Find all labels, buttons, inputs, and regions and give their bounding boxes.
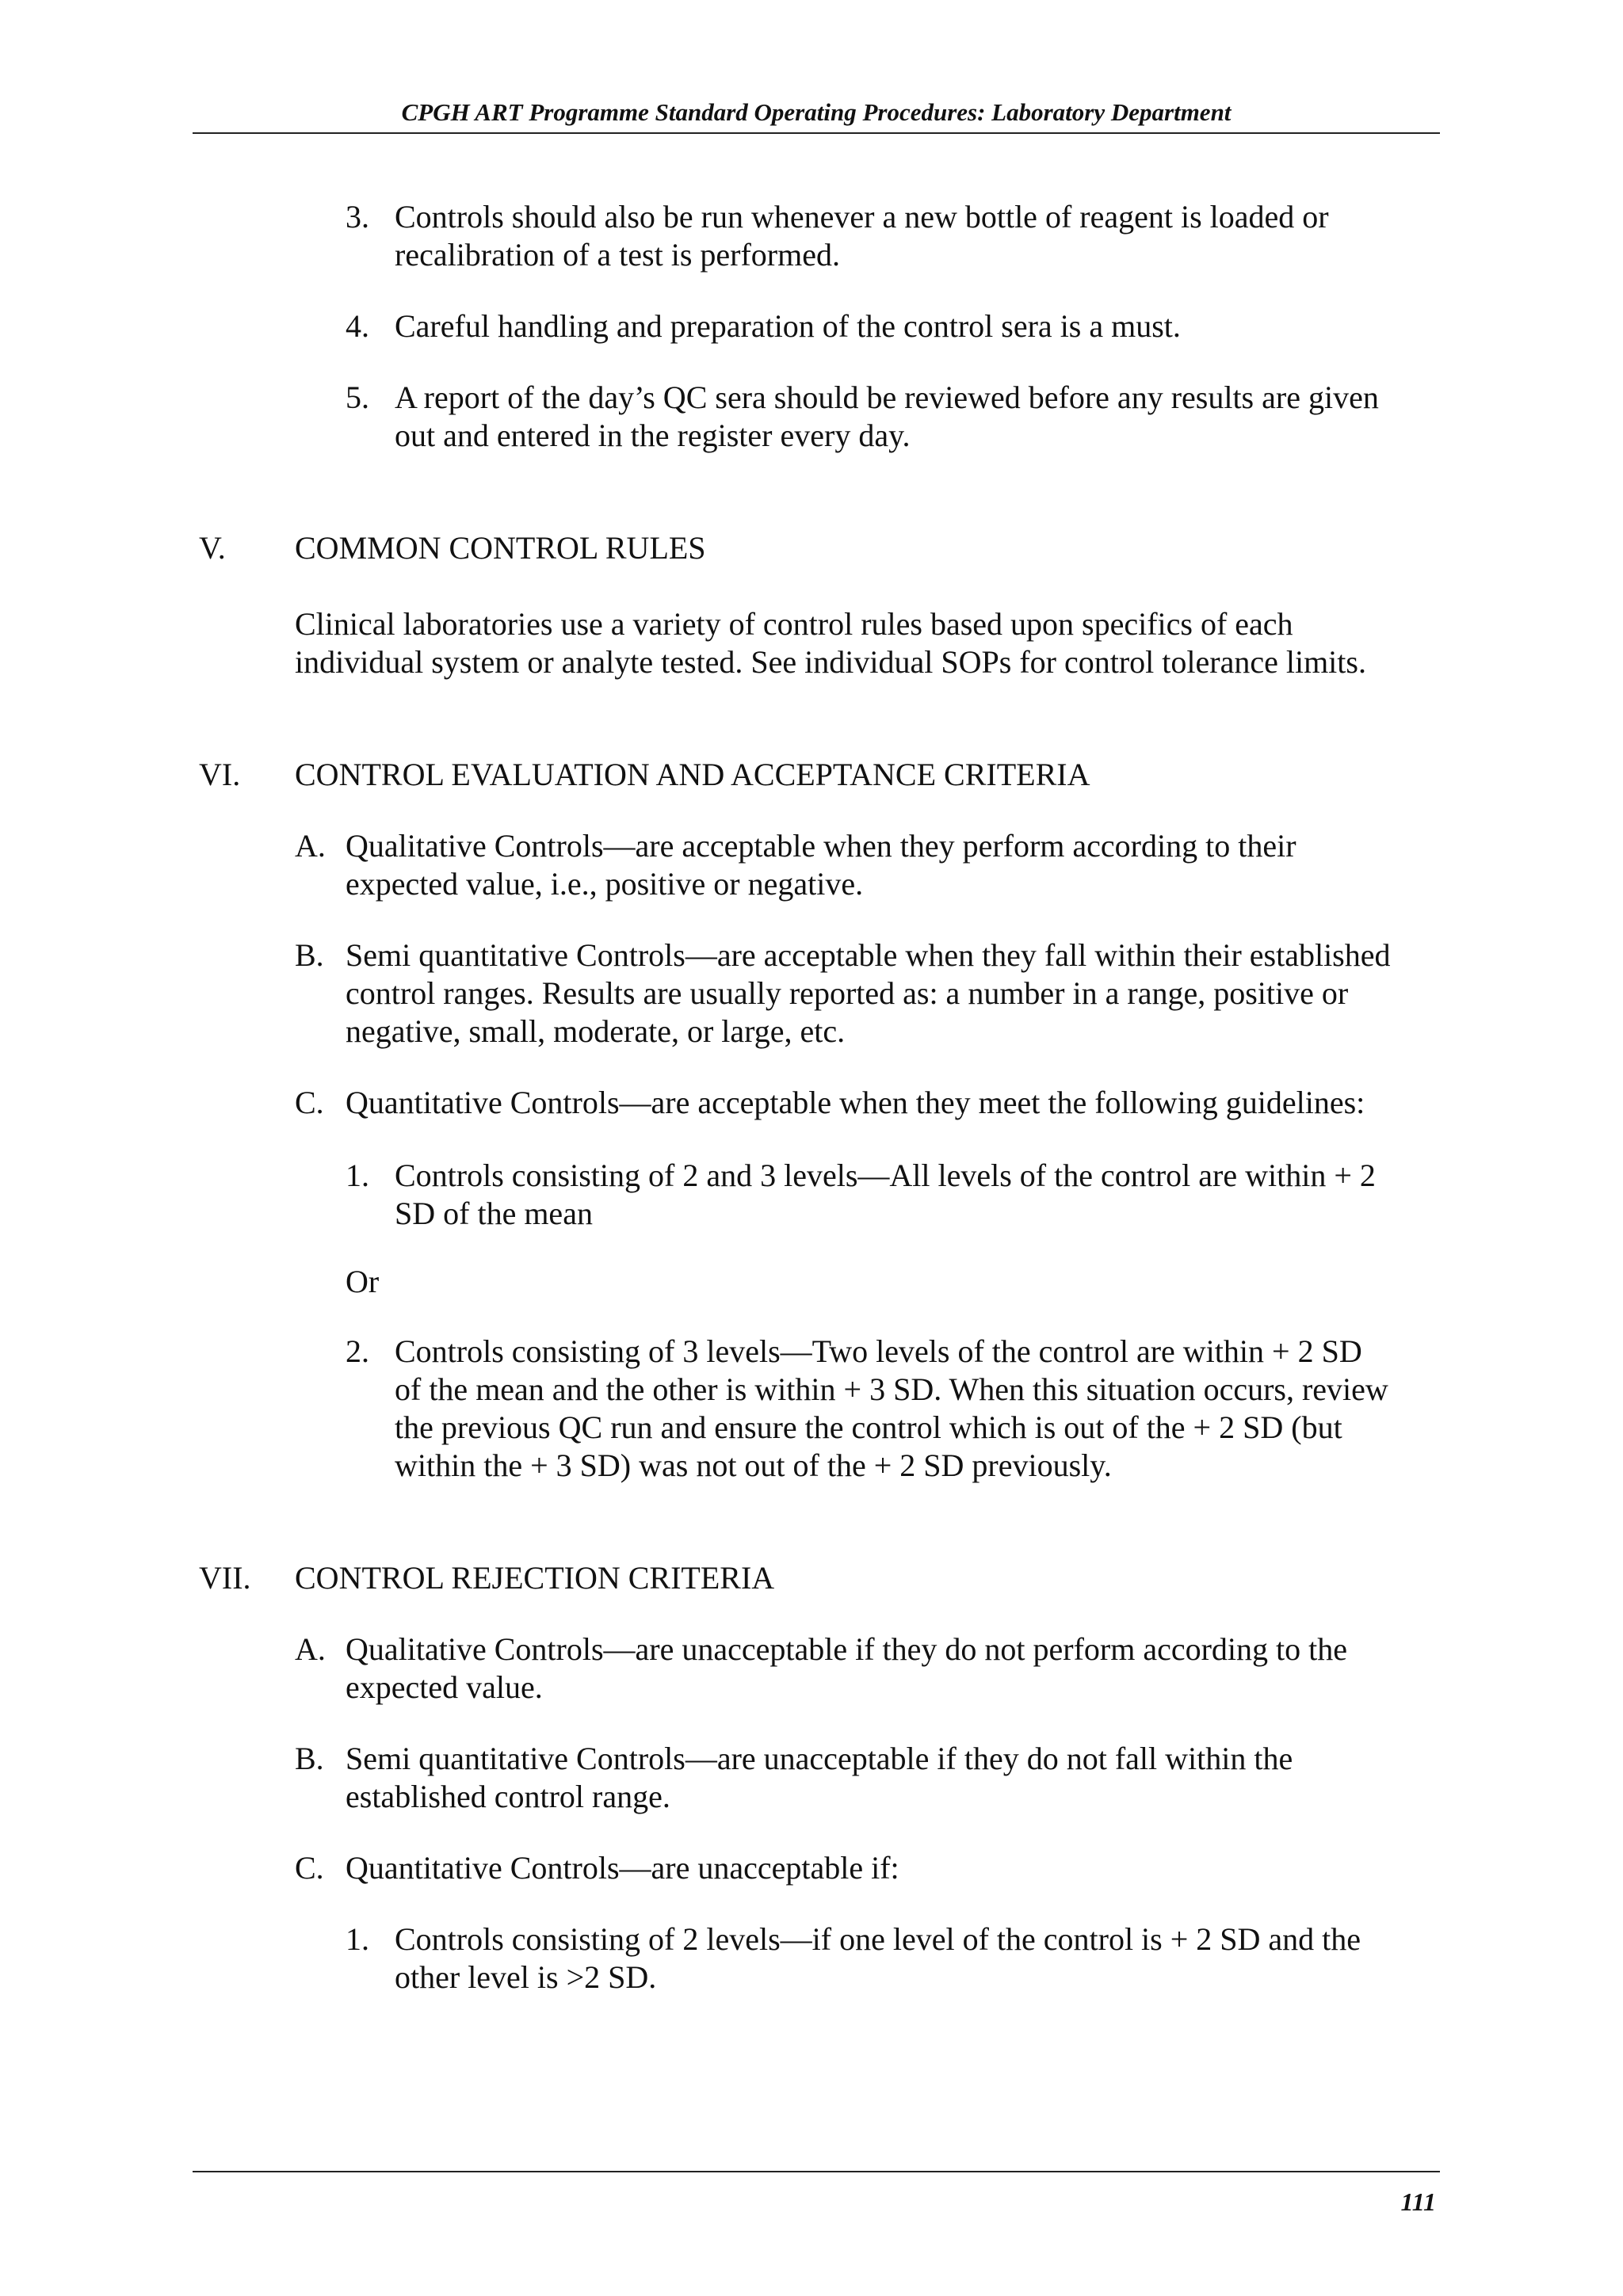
page-number: 111 xyxy=(1400,2187,1436,2216)
list-item xyxy=(346,1920,1455,1997)
list-item-line: expected value. xyxy=(346,1669,543,1705)
list-marker: 4. xyxy=(346,308,369,344)
list-item-line: Semi quantitative Controls—are acceptable when they fall within their established xyxy=(346,937,1391,973)
header-rule xyxy=(193,132,1440,134)
section-number: VI. xyxy=(199,757,241,792)
list-item-line: Semi quantitative Controls—are unacceptable if they do not fall within the xyxy=(346,1741,1293,1776)
list-item-line: negative, small, moderate, or large, etc. xyxy=(346,1013,846,1049)
list-marker: C. xyxy=(295,1085,324,1120)
list-item xyxy=(295,1849,1452,1887)
list-item-line: expected value, i.e., positive or negative. xyxy=(346,866,864,902)
list-item xyxy=(295,827,1452,903)
list-item-line: A report of the day’s QC sera should be reviewed before any results are given xyxy=(395,379,1379,415)
list-marker: C. xyxy=(295,1850,324,1886)
list-item-line: Controls consisting of 2 and 3 levels—All levels of the control are within + 2 xyxy=(395,1158,1376,1193)
section-heading xyxy=(199,756,1388,794)
list-item-line: recalibration of a test is performed. xyxy=(395,237,840,273)
list-item xyxy=(346,1333,1455,1485)
list-item-line: the previous QC run and ensure the control which is out of the + 2 SD (but xyxy=(395,1409,1342,1445)
list-marker: 2. xyxy=(346,1333,369,1369)
list-item xyxy=(295,1084,1452,1122)
list-item xyxy=(346,379,1455,455)
list-item-line: Quantitative Controls—are acceptable when they meet the following guidelines: xyxy=(346,1085,1365,1120)
paragraph-line: Clinical laboratories use a variety of control rules based upon specifics of each xyxy=(295,606,1293,642)
list-item xyxy=(346,1157,1455,1233)
footer-rule xyxy=(193,2171,1440,2172)
section-title: CONTROL EVALUATION AND ACCEPTANCE CRITERIA xyxy=(295,757,1090,792)
list-marker: 5. xyxy=(346,379,369,415)
paragraph-line: individual system or analyte tested. See individual SOPs for control tolerance limits. xyxy=(295,644,1366,680)
list-item-line: of the mean and the other is within + 3 SD. When this situation occurs, review xyxy=(395,1371,1388,1407)
list-item xyxy=(295,936,1452,1051)
list-item xyxy=(295,1740,1452,1816)
section-number: VII. xyxy=(199,1560,251,1596)
section-paragraph xyxy=(295,605,1452,681)
list-item-line: established control range. xyxy=(346,1779,670,1814)
list-item-line: Controls consisting of 2 levels—if one level of the control is + 2 SD and the xyxy=(395,1921,1361,1957)
section-number: V. xyxy=(199,530,226,566)
list-item-line: Controls consisting of 3 levels—Two levels of the control are within + 2 SD xyxy=(395,1333,1362,1369)
list-item-line: other level is >2 SD. xyxy=(395,1959,657,1995)
section-heading xyxy=(199,1559,1388,1597)
list-item-line: out and entered in the register every day. xyxy=(395,418,911,453)
list-item-line: Qualitative Controls—are unacceptable if they do not perform according to the xyxy=(346,1631,1348,1667)
list-item xyxy=(346,198,1455,274)
list-item-line: Controls should also be run whenever a new bottle of reagent is loaded or xyxy=(395,199,1329,235)
list-marker: 1. xyxy=(346,1921,369,1957)
section-heading xyxy=(199,529,1388,567)
list-marker: B. xyxy=(295,1741,324,1776)
list-item-line: Qualitative Controls—are acceptable when they perform according to their xyxy=(346,828,1296,864)
list-marker: 3. xyxy=(346,199,369,235)
or-separator: Or xyxy=(346,1264,380,1299)
section-title: COMMON CONTROL RULES xyxy=(295,530,706,566)
list-item-line: Quantitative Controls—are unacceptable if: xyxy=(346,1850,899,1886)
list-marker: A. xyxy=(295,828,326,864)
list-item-line: Careful handling and preparation of the control sera is a must. xyxy=(395,308,1181,344)
list-marker: A. xyxy=(295,1631,326,1667)
list-marker: B. xyxy=(295,937,324,973)
running-header: CPGH ART Programme Standard Operating Procedures: Laboratory Department xyxy=(401,98,1232,126)
list-item xyxy=(295,1630,1452,1707)
list-item-line: control ranges. Results are usually reported as: a number in a range, positive or xyxy=(346,975,1349,1011)
section-title: CONTROL REJECTION CRITERIA xyxy=(295,1560,775,1596)
list-item xyxy=(346,307,1455,345)
list-item-line: SD of the mean xyxy=(395,1196,593,1231)
list-marker: 1. xyxy=(346,1158,369,1193)
list-item-line: within the + 3 SD) was not out of the + 2 SD previously. xyxy=(395,1447,1112,1483)
